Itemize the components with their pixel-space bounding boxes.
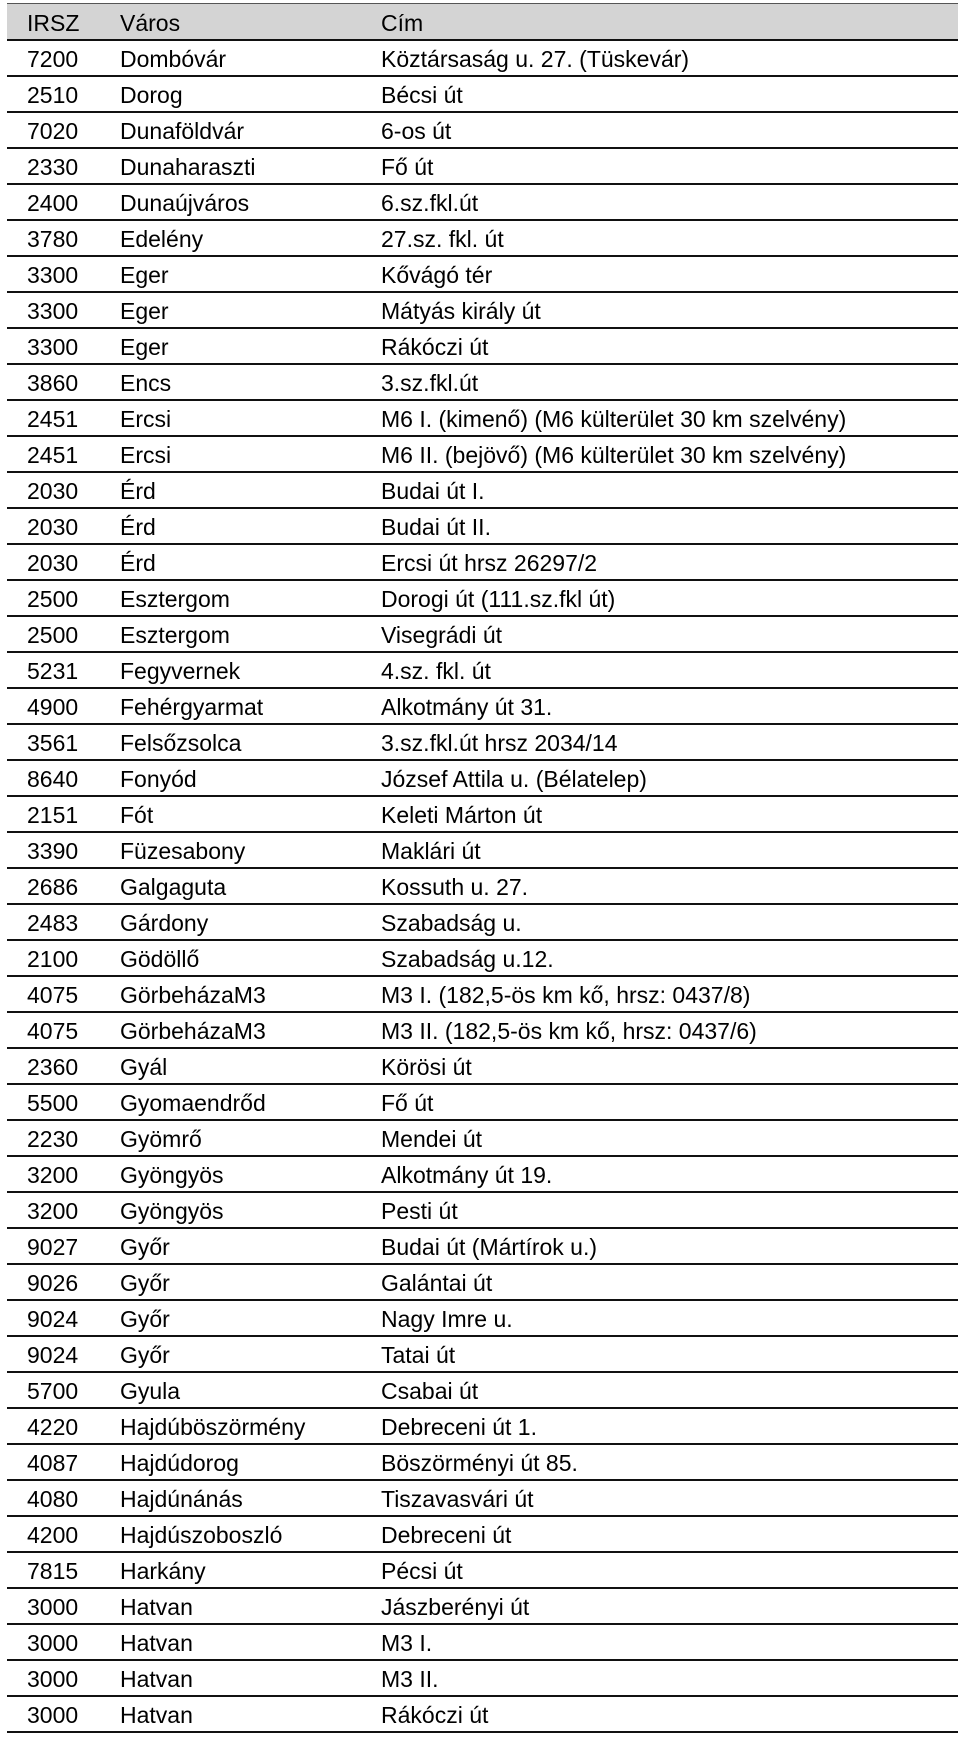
table-row bbox=[7, 1301, 958, 1337]
address-cell: Jászberényi út bbox=[381, 1594, 530, 1620]
address-cell: Pesti út bbox=[381, 1198, 458, 1224]
postal-code-cell: 5500 bbox=[27, 1090, 79, 1116]
table-row bbox=[7, 41, 958, 77]
address-cell: Dorogi út (111.sz.fkl út) bbox=[381, 586, 616, 612]
address-cell: 6-os út bbox=[381, 118, 452, 144]
table-row bbox=[7, 689, 958, 725]
city-cell: Gödöllő bbox=[120, 946, 200, 972]
address-cell: Rákóczi út bbox=[381, 1702, 489, 1728]
city-cell: Gyömrő bbox=[120, 1126, 202, 1152]
postal-code-cell: 2230 bbox=[27, 1126, 79, 1152]
address-cell: Alkotmány út 19. bbox=[381, 1162, 553, 1188]
postal-code-cell: 3000 bbox=[27, 1666, 79, 1692]
table-row bbox=[7, 1193, 958, 1229]
city-cell: Dombóvár bbox=[120, 46, 227, 72]
postal-code-cell: 2451 bbox=[27, 406, 79, 432]
table-row bbox=[7, 365, 958, 401]
city-cell: Hajdúböszörmény bbox=[120, 1414, 306, 1440]
postal-code-cell: 4075 bbox=[27, 982, 79, 1008]
table-row bbox=[7, 1337, 958, 1373]
address-cell: Szabadság u.12. bbox=[381, 946, 554, 972]
city-cell: Dorog bbox=[120, 82, 183, 108]
address-cell: Fő út bbox=[381, 1090, 434, 1116]
address-cell: Rákóczi út bbox=[381, 334, 489, 360]
postal-code-cell: 2510 bbox=[27, 82, 79, 108]
city-cell: Hatvan bbox=[120, 1594, 193, 1620]
address-cell: M3 I. bbox=[381, 1630, 433, 1656]
postal-code-cell: 2451 bbox=[27, 442, 79, 468]
table-row bbox=[7, 1589, 958, 1625]
address-cell: Nagy Imre u. bbox=[381, 1306, 513, 1332]
table-row bbox=[7, 761, 958, 797]
postal-code-cell: 3780 bbox=[27, 226, 79, 252]
postal-code-cell: 2686 bbox=[27, 874, 79, 900]
postal-code-cell: 2151 bbox=[27, 802, 79, 828]
city-cell: Győr bbox=[120, 1342, 170, 1368]
address-cell: 27.sz. fkl. út bbox=[381, 226, 504, 252]
postal-code-cell: 3200 bbox=[27, 1198, 79, 1224]
postal-code-cell: 2500 bbox=[27, 586, 79, 612]
city-cell: Encs bbox=[120, 370, 172, 396]
postal-code-cell: 3561 bbox=[27, 730, 79, 756]
address-cell: Kővágó tér bbox=[381, 262, 493, 288]
address-cell: Budai út II. bbox=[381, 514, 491, 540]
city-cell: Gyula bbox=[120, 1378, 181, 1404]
address-cell: Köztársaság u. 27. (Tüskevár) bbox=[381, 46, 690, 72]
table-row bbox=[7, 437, 958, 473]
address-cell: Debreceni út 1. bbox=[381, 1414, 537, 1440]
postal-code-cell: 7815 bbox=[27, 1558, 79, 1584]
table-row bbox=[7, 329, 958, 365]
header-cim: Cím bbox=[381, 10, 424, 36]
city-cell: Fót bbox=[120, 802, 154, 828]
postal-code-cell: 4900 bbox=[27, 694, 79, 720]
table-row bbox=[7, 1409, 958, 1445]
postal-code-cell: 3300 bbox=[27, 262, 79, 288]
address-cell: M6 II. (bejövő) (M6 külterület 30 km szelvény) bbox=[381, 442, 847, 468]
postal-code-cell: 3000 bbox=[27, 1702, 79, 1728]
city-cell: Dunaújváros bbox=[120, 190, 250, 216]
city-cell: Eger bbox=[120, 262, 169, 288]
address-cell: Körösi út bbox=[381, 1054, 472, 1080]
address-cell: Böszörményi út 85. bbox=[381, 1450, 578, 1476]
table-row bbox=[7, 401, 958, 437]
postal-code-cell: 2330 bbox=[27, 154, 79, 180]
table-row bbox=[7, 509, 958, 545]
city-cell: Hatvan bbox=[120, 1630, 193, 1656]
city-cell: Győr bbox=[120, 1270, 170, 1296]
table-row bbox=[7, 1697, 958, 1733]
city-cell: Gyomaendrőd bbox=[120, 1090, 266, 1116]
city-cell: GörbeházaM3 bbox=[120, 982, 266, 1008]
table-row bbox=[7, 905, 958, 941]
address-cell: Fő út bbox=[381, 154, 434, 180]
postal-code-cell: 2030 bbox=[27, 478, 79, 504]
postal-code-cell: 5700 bbox=[27, 1378, 79, 1404]
address-cell: József Attila u. (Bélatelep) bbox=[381, 766, 647, 792]
postal-code-cell: 2360 bbox=[27, 1054, 79, 1080]
city-cell: Érd bbox=[120, 514, 156, 540]
table-row bbox=[7, 1013, 958, 1049]
table-row bbox=[7, 581, 958, 617]
city-cell: Fonyód bbox=[120, 766, 197, 792]
address-cell: Keleti Márton út bbox=[381, 802, 543, 828]
city-cell: Érd bbox=[120, 550, 156, 576]
address-cell: Budai út (Mártírok u.) bbox=[381, 1234, 598, 1260]
table-row bbox=[7, 653, 958, 689]
address-cell: Alkotmány út 31. bbox=[381, 694, 553, 720]
table-row bbox=[7, 1661, 958, 1697]
table-row bbox=[7, 1157, 958, 1193]
city-cell: Galgaguta bbox=[120, 874, 227, 900]
table-row bbox=[7, 1373, 958, 1409]
postal-code-cell: 3200 bbox=[27, 1162, 79, 1188]
postal-code-cell: 7020 bbox=[27, 118, 79, 144]
table-row bbox=[7, 113, 958, 149]
city-cell: Felsőzsolca bbox=[120, 730, 242, 756]
city-cell: Hajdúnánás bbox=[120, 1486, 243, 1512]
address-cell: Pécsi út bbox=[381, 1558, 463, 1584]
city-cell: Győr bbox=[120, 1306, 170, 1332]
table-row bbox=[7, 977, 958, 1013]
city-cell: Ercsi bbox=[120, 442, 172, 468]
address-cell: 3.sz.fkl.út hrsz 2034/14 bbox=[381, 730, 618, 756]
table-row bbox=[7, 293, 958, 329]
address-cell: Budai út I. bbox=[381, 478, 485, 504]
table-row bbox=[7, 77, 958, 113]
postal-code-cell: 4080 bbox=[27, 1486, 79, 1512]
postal-code-cell: 3300 bbox=[27, 298, 79, 324]
postal-code-cell: 7200 bbox=[27, 46, 79, 72]
address-cell: 6.sz.fkl.út bbox=[381, 190, 479, 216]
city-cell: Érd bbox=[120, 478, 156, 504]
city-cell: Gyöngyös bbox=[120, 1162, 224, 1188]
address-cell: Mendei út bbox=[381, 1126, 483, 1152]
city-cell: Hajdúdorog bbox=[120, 1450, 239, 1476]
postal-code-cell: 5231 bbox=[27, 658, 79, 684]
table-body bbox=[7, 41, 958, 1733]
postal-code-cell: 9026 bbox=[27, 1270, 79, 1296]
city-cell: Gyál bbox=[120, 1054, 168, 1080]
city-cell: Hajdúszoboszló bbox=[120, 1522, 283, 1548]
table-row bbox=[7, 869, 958, 905]
table-row bbox=[7, 1049, 958, 1085]
address-cell: Szabadság u. bbox=[381, 910, 522, 936]
postal-code-cell: 9024 bbox=[27, 1306, 79, 1332]
city-cell: Eger bbox=[120, 298, 169, 324]
address-cell: Maklári út bbox=[381, 838, 481, 864]
city-cell: Esztergom bbox=[120, 622, 230, 648]
city-cell: Fehérgyarmat bbox=[120, 694, 264, 720]
address-cell: Visegrádi út bbox=[381, 622, 503, 648]
postal-code-cell: 9024 bbox=[27, 1342, 79, 1368]
table-row bbox=[7, 725, 958, 761]
table-row bbox=[7, 1121, 958, 1157]
table-row bbox=[7, 545, 958, 581]
address-cell: Mátyás király út bbox=[381, 298, 541, 324]
city-cell: Gárdony bbox=[120, 910, 209, 936]
address-table bbox=[7, 3, 958, 1733]
header-varos: Város bbox=[120, 10, 181, 36]
city-cell: Edelény bbox=[120, 226, 204, 252]
postal-code-cell: 8640 bbox=[27, 766, 79, 792]
address-cell: M6 I. (kimenő) (M6 külterület 30 km szelvény) bbox=[381, 406, 847, 432]
table-row bbox=[7, 1517, 958, 1553]
city-cell: GörbeházaM3 bbox=[120, 1018, 266, 1044]
table-row bbox=[7, 221, 958, 257]
address-cell: Tatai út bbox=[381, 1342, 456, 1368]
postal-code-cell: 2100 bbox=[27, 946, 79, 972]
table-row bbox=[7, 149, 958, 185]
postal-code-cell: 4087 bbox=[27, 1450, 79, 1476]
address-cell: M3 II. (182,5-ös km kő, hrsz: 0437/6) bbox=[381, 1018, 757, 1044]
table-row bbox=[7, 1229, 958, 1265]
postal-code-cell: 2030 bbox=[27, 550, 79, 576]
table-row bbox=[7, 473, 958, 509]
table-row bbox=[7, 1265, 958, 1301]
city-cell: Esztergom bbox=[120, 586, 230, 612]
table-row bbox=[7, 257, 958, 293]
table-row bbox=[7, 1445, 958, 1481]
city-cell: Győr bbox=[120, 1234, 170, 1260]
postal-code-cell: 2400 bbox=[27, 190, 79, 216]
city-cell: Ercsi bbox=[120, 406, 172, 432]
table-row bbox=[7, 1625, 958, 1661]
address-cell: Tiszavasvári út bbox=[381, 1486, 534, 1512]
table-row bbox=[7, 797, 958, 833]
postal-code-cell: 3390 bbox=[27, 838, 79, 864]
postal-code-cell: 4200 bbox=[27, 1522, 79, 1548]
postal-code-cell: 3860 bbox=[27, 370, 79, 396]
address-cell: 3.sz.fkl.út bbox=[381, 370, 479, 396]
address-cell: Galántai út bbox=[381, 1270, 493, 1296]
city-cell: Fegyvernek bbox=[120, 658, 241, 684]
address-cell: 4.sz. fkl. út bbox=[381, 658, 491, 684]
address-cell: Bécsi út bbox=[381, 82, 463, 108]
address-cell: Ercsi út hrsz 26297/2 bbox=[381, 550, 598, 576]
table-row bbox=[7, 617, 958, 653]
address-cell: M3 II. bbox=[381, 1666, 439, 1692]
postal-code-cell: 2483 bbox=[27, 910, 79, 936]
city-cell: Hatvan bbox=[120, 1666, 193, 1692]
address-cell: Debreceni út bbox=[381, 1522, 512, 1548]
city-cell: Eger bbox=[120, 334, 169, 360]
table-row bbox=[7, 1553, 958, 1589]
postal-code-cell: 3300 bbox=[27, 334, 79, 360]
postal-code-cell: 2030 bbox=[27, 514, 79, 540]
postal-code-cell: 3000 bbox=[27, 1630, 79, 1656]
table-row bbox=[7, 1481, 958, 1517]
table-header bbox=[7, 3, 958, 41]
table-row bbox=[7, 941, 958, 977]
table-row bbox=[7, 185, 958, 221]
postal-code-cell: 2500 bbox=[27, 622, 79, 648]
address-cell: Kossuth u. 27. bbox=[381, 874, 529, 900]
address-cell: Csabai út bbox=[381, 1378, 479, 1404]
city-cell: Harkány bbox=[120, 1558, 206, 1584]
city-cell: Dunaharaszti bbox=[120, 154, 256, 180]
city-cell: Hatvan bbox=[120, 1702, 193, 1728]
header-irsz: IRSZ bbox=[27, 10, 80, 36]
city-cell: Dunaföldvár bbox=[120, 118, 245, 144]
city-cell: Gyöngyös bbox=[120, 1198, 224, 1224]
table-row bbox=[7, 1085, 958, 1121]
city-cell: Füzesabony bbox=[120, 838, 246, 864]
address-cell: M3 I. (182,5-ös km kő, hrsz: 0437/8) bbox=[381, 982, 751, 1008]
table-row bbox=[7, 833, 958, 869]
postal-code-cell: 3000 bbox=[27, 1594, 79, 1620]
postal-code-cell: 4220 bbox=[27, 1414, 79, 1440]
postal-code-cell: 9027 bbox=[27, 1234, 79, 1260]
postal-code-cell: 4075 bbox=[27, 1018, 79, 1044]
